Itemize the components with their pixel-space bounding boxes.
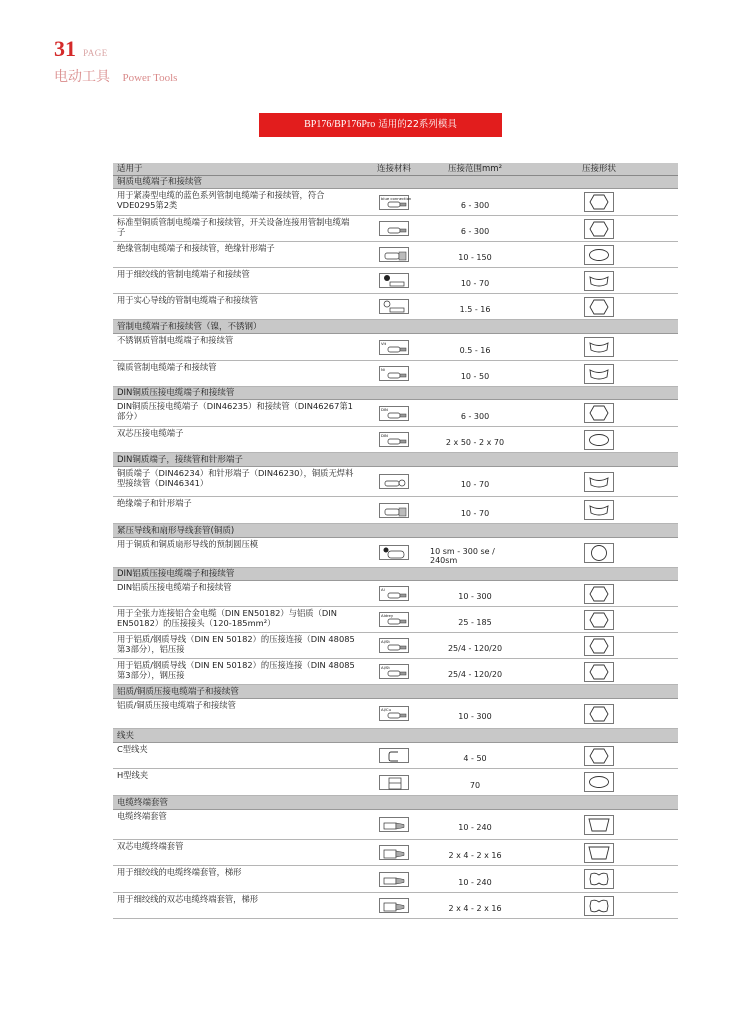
crimp-indent-icon — [584, 337, 614, 357]
material-cell — [358, 810, 430, 839]
range-cell: 2 x 50 - 2 x 70 — [445, 438, 505, 447]
crimp-indent-icon — [584, 364, 614, 384]
table-row — [113, 268, 678, 294]
range-cell: 4 - 50 — [463, 754, 487, 763]
connector-lug-icon — [379, 612, 409, 627]
section-title — [54, 66, 177, 86]
category-row: 线夹 — [113, 729, 678, 743]
crimp-oval-icon — [584, 245, 614, 265]
material-label: Al/St — [381, 665, 390, 670]
connector-lug-icon — [379, 638, 409, 653]
table-row — [113, 607, 678, 633]
application-cell: 用于紧凑型电缆的蓝色系列管制电缆端子和接续管，符合VDE0295第2类 — [117, 190, 325, 210]
shape-cell — [520, 361, 678, 386]
crimp-indent-icon — [584, 500, 614, 520]
shape-cell — [520, 743, 678, 768]
material-label: Al/St — [381, 639, 390, 644]
category-row: DIN铝质压接电缆端子和接续管 — [113, 568, 678, 581]
range-cell: 10 - 70 — [460, 480, 490, 489]
application-cell: 镍质管制电缆端子和接续管 — [117, 362, 217, 372]
application-cell: 电缆终端套管 — [117, 811, 167, 821]
section-title-en: Power Tools — [122, 72, 178, 84]
table-row — [113, 581, 678, 607]
table-row — [113, 467, 678, 497]
application-cell: 用于铜质和铜质扇形导线的预制圆压模 — [117, 539, 259, 549]
shape-cell — [520, 699, 678, 728]
range-cell: 0.5 - 16 — [459, 345, 491, 355]
material-cell — [358, 538, 430, 567]
table-row — [113, 294, 678, 320]
connector-lug-icon — [379, 340, 409, 355]
connector-ferrule-icon — [379, 872, 409, 887]
material-cell — [358, 699, 430, 728]
connector-solid-conductor-icon — [379, 299, 409, 314]
material-label: DIN — [381, 406, 388, 412]
col-header-material: 连接材料 — [376, 164, 411, 174]
material-label: Vit — [381, 340, 387, 346]
connector-lug-icon — [379, 706, 409, 721]
shape-cell — [520, 810, 678, 839]
connector-h-clamp-icon — [379, 775, 409, 790]
material-cell — [358, 427, 430, 452]
material-cell — [358, 334, 430, 360]
table-row — [113, 361, 678, 387]
shape-cell — [520, 659, 678, 684]
range-cell: 10 - 240 — [458, 877, 492, 887]
banner-text: 适用的22系列模具 — [378, 119, 457, 130]
connector-lug-icon — [379, 366, 409, 381]
application-cell: 铝质/铜质压接电缆端子和接续管 — [117, 700, 236, 710]
category-row: 紧压导线和扇形导线套管(铜质) — [113, 524, 678, 538]
material-cell — [358, 189, 430, 215]
table-row — [113, 242, 678, 268]
table-row — [113, 769, 678, 796]
range-cell: 6 - 300 — [460, 411, 490, 421]
connector-lug-icon — [379, 406, 409, 421]
category-row: 铜质电缆端子和接续管 — [113, 176, 678, 189]
application-cell: 铜质端子（DIN46234）和针形端子（DIN46230），铜质无焊料型接续管（DIN46341） — [117, 468, 354, 488]
connector-lug-icon — [379, 664, 409, 679]
material-cell — [358, 743, 430, 768]
crimp-circle-icon — [584, 543, 614, 563]
connector-twin-ferrule-icon — [379, 845, 409, 860]
shape-cell — [520, 893, 678, 918]
application-cell: 用于全张力连接铝合金电缆（DIN EN50182）与铝质（DIN EN50182）的压接接头（120-185mm²） — [117, 608, 337, 628]
shape-cell — [520, 866, 678, 892]
table-banner — [259, 113, 502, 137]
material-cell — [358, 866, 430, 892]
shape-cell — [520, 840, 678, 865]
table-row — [113, 538, 678, 568]
material-label: Al — [381, 587, 385, 592]
material-cell — [358, 581, 430, 606]
shape-cell — [520, 242, 678, 267]
shape-cell — [520, 467, 678, 496]
table-row — [113, 334, 678, 361]
crimp-hexagon-icon — [584, 746, 614, 766]
range-cell: 10 sm - 300 se / 240sm — [430, 546, 495, 565]
crimp-hexagon-icon — [584, 192, 614, 212]
table-row — [113, 893, 678, 919]
application-cell: 用于实心导线的管制电缆端子和接续管 — [117, 295, 259, 305]
crimp-die-table — [113, 163, 678, 919]
application-cell: 标准型铜质管制电缆端子和接续管，开关设备连接用管制电缆端子 — [117, 217, 350, 237]
material-cell — [358, 769, 430, 795]
material-cell — [358, 361, 430, 386]
table-row — [113, 743, 678, 769]
crimp-oval-icon — [584, 430, 614, 450]
application-cell: 用于细绞线的双芯电缆终端套管，梯形 — [117, 894, 259, 904]
material-cell — [358, 633, 430, 658]
range-cell: 1.5 - 16 — [459, 305, 491, 314]
application-cell: 用于铝质/钢质导线（DIN EN 50182）的压接连接（DIN 48085第3部分），钢压接 — [117, 660, 355, 680]
connector-c-clamp-icon — [379, 748, 409, 763]
crimp-hexagon-icon — [584, 403, 614, 423]
material-label: Aldrey — [381, 613, 394, 618]
range-cell: 10 - 300 — [458, 592, 492, 601]
material-cell — [358, 467, 430, 496]
connector-ring-terminal-icon — [379, 474, 409, 489]
material-cell — [358, 659, 430, 684]
connector-lug-icon — [379, 195, 412, 210]
range-cell: 70 — [469, 780, 481, 790]
range-cell: 10 - 300 — [458, 712, 492, 721]
application-cell: 绝缘管制电缆端子和接续管，绝缘针形端子 — [117, 243, 275, 253]
range-cell: 10 - 150 — [458, 253, 492, 262]
range-cell: 25/4 - 120/20 — [447, 670, 503, 679]
material-cell — [358, 268, 430, 293]
crimp-wave-icon — [584, 869, 614, 889]
application-cell: 用于铝质/钢质导线（DIN EN 50182）的压接连接（DIN 48085第3部分），铝压接 — [117, 634, 355, 654]
shape-cell — [520, 216, 678, 241]
range-cell: 25 - 185 — [458, 618, 492, 627]
material-label: Ni — [381, 367, 385, 372]
section-title-cn: 电动工具 — [54, 69, 110, 85]
application-cell: DIN铝质压接电缆端子和接续管 — [117, 582, 232, 592]
material-label: DIN — [381, 433, 388, 438]
page-header — [54, 38, 108, 60]
application-cell: 用于细绞线的电缆终端套管，梯形 — [117, 867, 242, 877]
crimp-oval-icon — [584, 772, 614, 792]
application-cell: 用于细绞线的管制电缆端子和接续管 — [117, 269, 250, 279]
application-cell: 不锈钢质管制电缆端子和接续管 — [117, 335, 234, 345]
application-cell: DIN铜质压接电缆端子（DIN46235）和接续管（DIN46267第1部分） — [117, 401, 353, 421]
table-row — [113, 659, 678, 685]
table-row — [113, 497, 678, 524]
shape-cell — [520, 769, 678, 795]
shape-cell — [520, 581, 678, 606]
shape-cell — [520, 268, 678, 293]
table-row — [113, 427, 678, 453]
connector-lug-icon — [379, 221, 409, 236]
category-row: DIN铜质压接电缆端子和接续管 — [113, 387, 678, 400]
application-cell: 双芯电缆终端套管 — [117, 841, 184, 851]
application-cell: H型线夹 — [117, 770, 149, 780]
connector-lug-icon — [379, 586, 409, 601]
crimp-hexagon-icon — [584, 636, 614, 656]
shape-cell — [520, 294, 678, 319]
table-row — [113, 216, 678, 242]
range-cell: 10 - 70 — [460, 279, 490, 288]
connector-insulated-lug-icon — [379, 503, 409, 518]
shape-cell — [520, 607, 678, 632]
material-cell — [358, 216, 430, 241]
range-cell: 10 - 240 — [458, 823, 492, 832]
shape-cell — [520, 334, 678, 360]
table-row — [113, 699, 678, 729]
material-cell — [358, 400, 430, 426]
connector-lug-icon — [379, 432, 409, 447]
category-row: 电缆终端套管 — [113, 796, 678, 810]
material-cell — [358, 242, 430, 267]
range-cell: 2 x 4 - 2 x 16 — [448, 904, 502, 913]
connector-sector-icon — [379, 545, 409, 560]
range-cell: 10 - 70 — [460, 508, 490, 518]
range-cell: 2 x 4 - 2 x 16 — [448, 851, 502, 860]
page-number: 31 — [54, 36, 76, 61]
material-cell — [358, 893, 430, 918]
crimp-indent-icon — [584, 271, 614, 291]
shape-cell — [520, 497, 678, 523]
col-header-application: 适用于 — [117, 164, 143, 174]
range-cell: 25/4 - 120/20 — [447, 644, 503, 653]
connector-fine-strand-icon — [379, 273, 409, 288]
crimp-indent-icon — [584, 472, 614, 492]
category-row: 管制电缆端子和接续管（镍，不锈钢） — [113, 320, 678, 334]
connector-twin-ferrule-icon — [379, 898, 409, 913]
application-cell: 双芯压接电缆端子 — [117, 428, 184, 438]
application-cell: C型线夹 — [117, 744, 148, 754]
table-row — [113, 866, 678, 893]
crimp-hexagon-icon — [584, 297, 614, 317]
material-cell — [358, 497, 430, 523]
crimp-hexagon-icon — [584, 662, 614, 682]
col-header-shape: 压接形状 — [581, 164, 616, 174]
crimp-hexagon-icon — [584, 584, 614, 604]
shape-cell — [520, 189, 678, 215]
table-row — [113, 810, 678, 840]
category-row: 铝质/铜质压接电缆端子和接续管 — [113, 685, 678, 699]
shape-cell — [520, 633, 678, 658]
material-label: Al/Cu — [381, 707, 391, 712]
range-cell: 10 - 50 — [460, 372, 490, 381]
table-row — [113, 633, 678, 659]
material-cell — [358, 607, 430, 632]
connector-ferrule-icon — [379, 817, 409, 832]
range-cell: 6 - 300 — [460, 227, 490, 236]
table-row — [113, 840, 678, 866]
crimp-hexagon-icon — [584, 704, 614, 724]
shape-cell — [520, 427, 678, 452]
connector-insulated-lug-icon — [379, 247, 409, 262]
crimp-trapezoid-icon — [584, 815, 614, 835]
range-cell: 6 - 300 — [460, 200, 490, 210]
material-label: blue connection — [381, 195, 412, 201]
material-cell — [358, 840, 430, 865]
category-row: DIN铜质端子，接续管和针形端子 — [113, 453, 678, 467]
table-header — [113, 163, 678, 176]
shape-cell — [520, 538, 678, 567]
banner-model: BP176/BP176Pro — [304, 119, 376, 130]
crimp-hexagon-icon — [584, 219, 614, 239]
material-cell — [358, 294, 430, 319]
table-row — [113, 189, 678, 216]
col-header-range: 压接范围mm² — [448, 164, 502, 174]
application-cell: 绝缘端子和针形端子 — [117, 498, 192, 508]
table-row — [113, 400, 678, 427]
crimp-trapezoid-icon — [584, 843, 614, 863]
table-body — [113, 176, 678, 919]
crimp-hexagon-icon — [584, 610, 614, 630]
crimp-wave-icon — [584, 896, 614, 916]
shape-cell — [520, 400, 678, 426]
page-word: PAGE — [83, 48, 108, 58]
